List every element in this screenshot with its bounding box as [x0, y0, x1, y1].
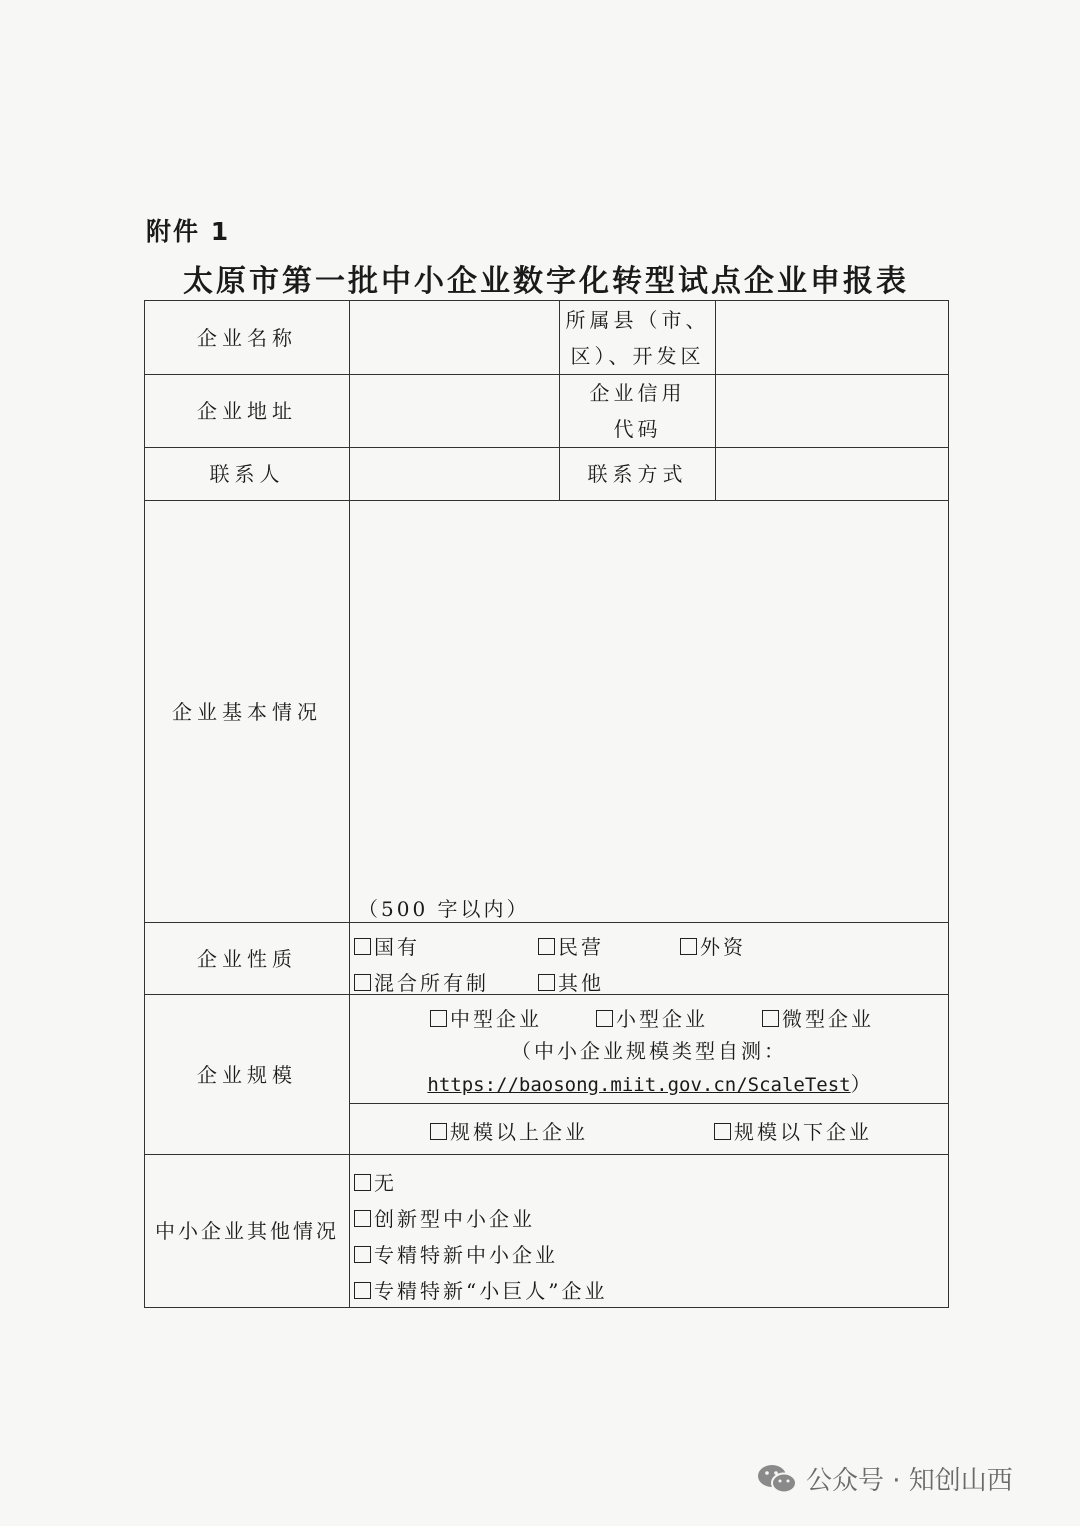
nature-option-other[interactable] — [538, 967, 604, 996]
checkbox-icon[interactable] — [354, 1246, 371, 1263]
wechat-icon — [756, 1462, 798, 1496]
checkbox-icon[interactable] — [354, 1210, 371, 1227]
other-option-innovative[interactable] — [354, 1203, 535, 1232]
other-option-label: 创新型中小企业 — [374, 1207, 535, 1231]
nature-option-label: 其他 — [558, 971, 604, 995]
nature-option-label: 民营 — [558, 935, 604, 959]
scale-option-label: 小型企业 — [616, 1007, 708, 1031]
checkbox-icon[interactable] — [354, 938, 371, 955]
basic-info-field[interactable] — [350, 501, 949, 923]
contact-person-label: 联系人 — [145, 448, 350, 501]
county-label — [560, 301, 716, 375]
scale-level-section — [350, 1103, 948, 1154]
scale-option-micro[interactable] — [762, 1003, 874, 1032]
checkbox-icon[interactable] — [680, 938, 697, 955]
watermark — [756, 1460, 1013, 1497]
watermark-text: 公众号 · 知创山西 — [806, 1466, 1013, 1496]
other-option-little-giant[interactable] — [354, 1275, 607, 1304]
other-option-label: 专精特新“小巨人”企业 — [374, 1279, 608, 1303]
credit-code-label-line2: 代码 — [613, 417, 662, 441]
scale-option-label: 中型企业 — [450, 1007, 542, 1031]
form-title: 太原市第一批中小企业数字化转型试点企业申报表 — [183, 264, 909, 299]
scale-option-label: 微型企业 — [782, 1007, 874, 1031]
checkbox-icon[interactable] — [762, 1010, 779, 1027]
credit-code-field[interactable] — [716, 375, 949, 448]
company-name-label: 企业名称 — [145, 301, 350, 375]
nature-option-foreign[interactable] — [680, 931, 746, 960]
nature-label: 企业性质 — [145, 923, 350, 995]
nature-option-private[interactable] — [538, 931, 604, 960]
company-address-label: 企业地址 — [145, 375, 350, 448]
county-label-line2: 区）、开发区 — [570, 343, 705, 368]
scale-note-close: ） — [850, 1072, 871, 1096]
scale-options — [350, 995, 949, 1155]
nature-option-mixed[interactable] — [354, 967, 489, 996]
scale-option-below[interactable] — [714, 1116, 872, 1145]
scale-test-link-line — [350, 1069, 948, 1100]
attachment-label: 附件 1 — [146, 217, 231, 246]
other-option-label: 专精特新中小企业 — [374, 1243, 558, 1267]
checkbox-icon[interactable] — [430, 1123, 447, 1140]
checkbox-icon[interactable] — [714, 1123, 731, 1140]
scale-level-label: 规模以下企业 — [734, 1120, 872, 1144]
company-address-field[interactable] — [350, 375, 560, 448]
contact-method-field[interactable] — [716, 448, 949, 501]
scale-size-section — [350, 995, 948, 1103]
nature-option-state[interactable] — [354, 931, 420, 960]
nature-option-label: 国有 — [374, 935, 420, 959]
scale-option-small[interactable] — [596, 1003, 708, 1032]
nature-option-label: 外资 — [700, 935, 746, 959]
checkbox-icon[interactable] — [354, 1174, 371, 1191]
checkbox-icon[interactable] — [596, 1010, 613, 1027]
other-options — [350, 1155, 949, 1308]
county-label-line1: 所属县（市、 — [565, 307, 710, 332]
other-label: 中小企业其他情况 — [145, 1155, 350, 1308]
county-field[interactable] — [716, 301, 949, 375]
scale-test-link[interactable]: https://baosong.miit.gov.cn/ScaleTest — [427, 1074, 851, 1096]
checkbox-icon[interactable] — [354, 974, 371, 991]
credit-code-label — [560, 375, 716, 448]
checkbox-icon[interactable] — [538, 974, 555, 991]
checkbox-icon[interactable] — [354, 1282, 371, 1299]
nature-options — [350, 923, 949, 995]
checkbox-icon[interactable] — [430, 1010, 447, 1027]
other-option-label: 无 — [374, 1171, 397, 1195]
basic-info-label: 企业基本情况 — [145, 501, 350, 923]
scale-option-above[interactable] — [430, 1116, 588, 1145]
credit-code-label-line1: 企业信用 — [589, 381, 686, 405]
contact-method-label: 联系方式 — [560, 448, 716, 501]
application-form-table — [144, 300, 949, 1308]
basic-info-note: （500 字以内） — [358, 897, 530, 921]
scale-note: （中小企业规模类型自测： — [511, 1039, 787, 1063]
other-option-none[interactable] — [354, 1167, 397, 1196]
contact-person-field[interactable] — [350, 448, 560, 501]
company-name-field[interactable] — [350, 301, 560, 375]
scale-option-medium[interactable] — [430, 1003, 542, 1032]
other-option-specialized[interactable] — [354, 1239, 558, 1268]
scale-level-label: 规模以上企业 — [450, 1120, 588, 1144]
nature-option-label: 混合所有制 — [374, 971, 489, 995]
scale-label: 企业规模 — [145, 995, 350, 1155]
checkbox-icon[interactable] — [538, 938, 555, 955]
